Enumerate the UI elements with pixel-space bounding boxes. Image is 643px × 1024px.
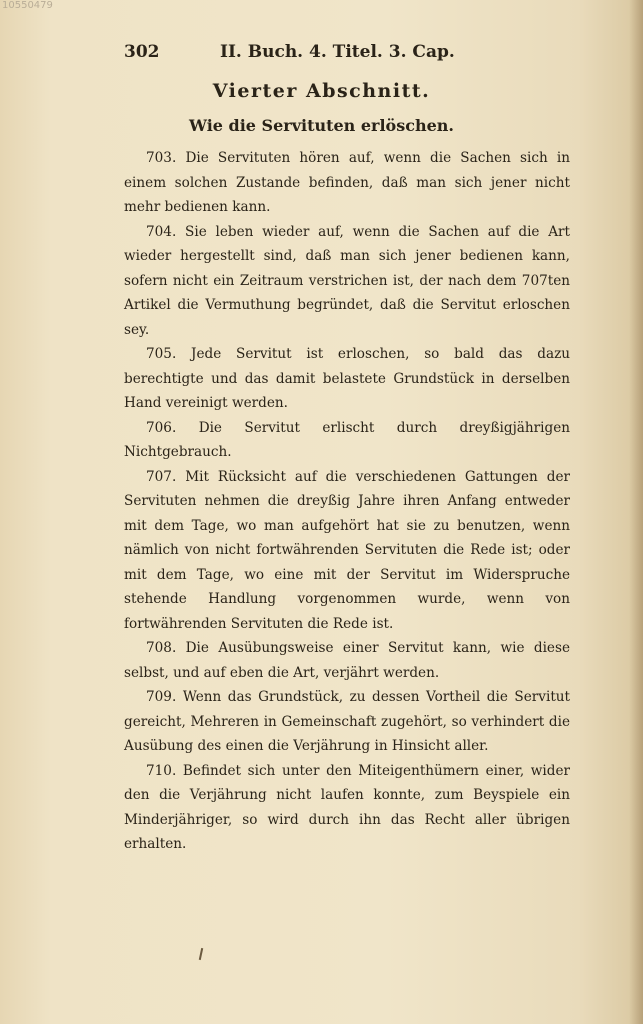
article-text: Sie leben wieder auf, wenn die Sachen auf die Art wieder hergestellt sind, daß man sich jener bedienen kann, sofern nicht ein Zeitraum verstrichen ist, der nach dem 707ten Artikel die Vermuthung begründet, daß die Servitut erloschen sey. [124, 223, 570, 338]
article-704 [124, 220, 570, 343]
article-text: Mit Rücksicht auf die verschiedenen Gattungen der Servituten nehmen die dreyßig Jahre ihren Anfang entweder mit dem Tage, wo man aufgehört hat sie zu benutzen, wenn nämlich von nicht fortwährenden Servituten die Rede ist; oder mit dem Tage, wo eine mit der Servitut im Widerspruche stehende Handlung vorgenommen wurde, wenn von fortwährenden Servituten die Rede ist. [124, 468, 570, 632]
article-number: 707. [146, 468, 177, 485]
page-edge-shadow [629, 0, 643, 1024]
article-707 [124, 465, 570, 637]
article-body [124, 146, 570, 857]
article-number: 704. [146, 223, 177, 240]
article-number: 709. [146, 689, 177, 705]
article-706 [124, 416, 570, 465]
article-text: Die Ausübungsweise einer Servitut kann, wie diese selbst, und auf eben die Art, verjährt werden. [124, 640, 570, 681]
running-title: II. Buch. 4. Titel. 3. Cap. [220, 42, 455, 62]
section-subtitle: Wie die Servituten erlöschen. [189, 116, 454, 135]
article-number: 708. [146, 640, 177, 656]
article-705 [124, 342, 570, 416]
article-number: 710. [146, 762, 177, 779]
article-710 [124, 759, 570, 857]
article-text: Befindet sich unter den Miteigenthümern einer, wider den die Verjährung nicht laufen konnte, zum Beyspiele ein Minderjähriger, so wird durch ihn das Recht aller übrigen erhalten. [124, 762, 571, 852]
article-number: 703. [146, 150, 177, 166]
article-number: 706. [146, 419, 177, 436]
article-text: Die Servitut erlischt durch dreyßigjährigen Nichtgebrauch. [124, 419, 570, 460]
page-number: 302 [124, 42, 160, 62]
article-text: Die Servituten hören auf, wenn die Sachen sich in einem solchen Zustande befinden, daß man sich jener nicht mehr bedienen kann. [124, 150, 570, 215]
article-text: Wenn das Grundstück, zu dessen Vortheil die Servitut gereicht, Mehreren in Gemeinschaft zugehört, so verhindert die Ausübung des einen die Verjährung in Hinsicht aller. [124, 689, 570, 754]
article-709 [124, 685, 570, 759]
section-title: Vierter Abschnitt. [212, 80, 431, 102]
article-text: Jede Servitut ist erloschen, so bald das dazu berechtigte und das damit belastete Grundstück in derselben Hand vereinigt werden. [124, 346, 570, 411]
article-703 [124, 146, 570, 220]
article-number: 705. [146, 346, 177, 362]
scan-id: 10550479 [2, 0, 53, 11]
article-708 [124, 636, 570, 685]
ink-mark [199, 948, 203, 960]
